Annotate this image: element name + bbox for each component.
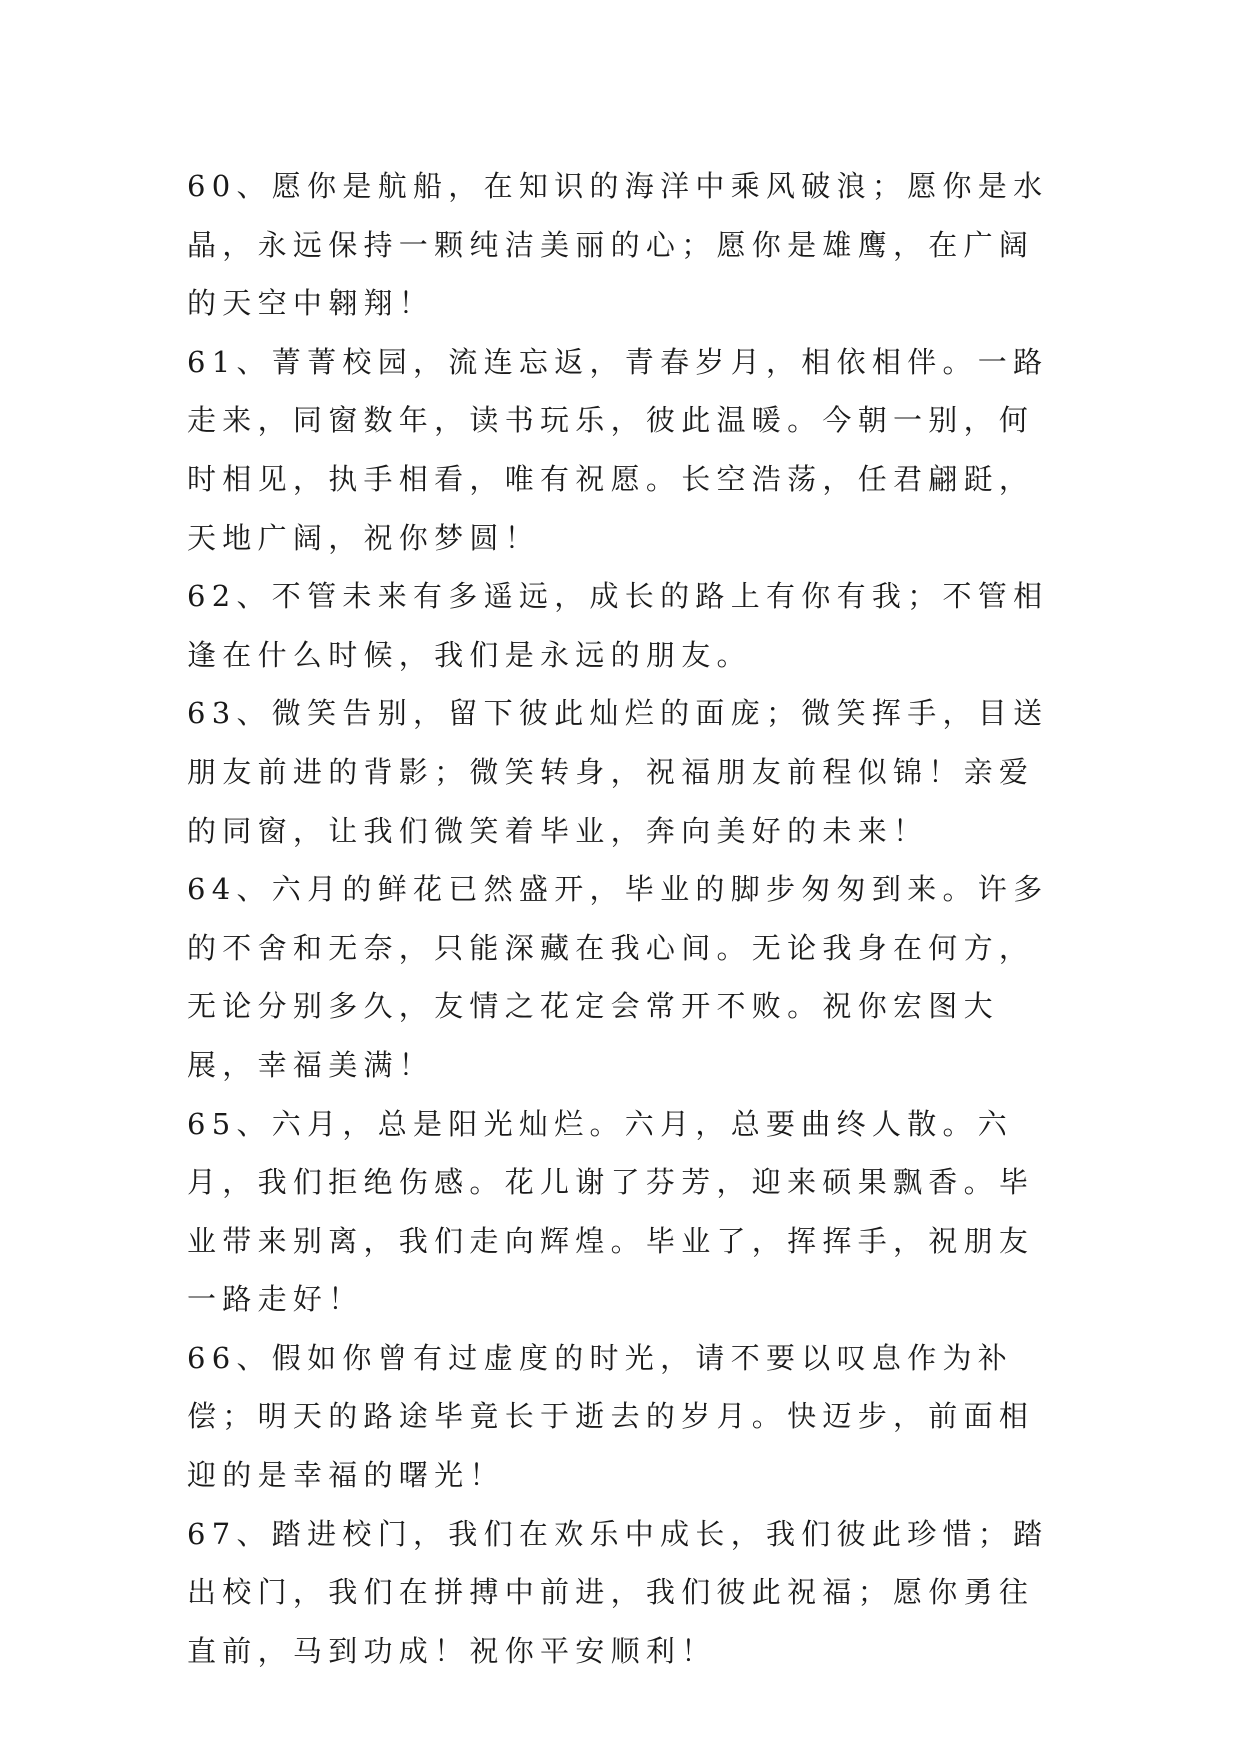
wish-entry-66: 66、假如你曾有过虚度的时光，请不要以叹息作为补偿；明天的路途毕竟长于逝去的岁月。快迈步，前面相迎的是幸福的曙光！: [187, 1340, 1035, 1493]
wish-entry-61: 61、菁菁校园，流连忘返，青春岁月，相依相伴。一路走来，同窗数年，读书玩乐，彼此温暖。今朝一别，何时相见，执手相看，唯有祝愿。长空浩荡，任君翩跹，天地广阔，祝你梦圆！: [187, 344, 1049, 555]
wish-entry-62: 62、不管未来有多遥远，成长的路上有你有我；不管相逢在什么时候，我们是永远的朋友。: [187, 579, 1049, 672]
wish-entry-63: 63、微笑告别，留下彼此灿烂的面庞；微笑挥手，目送朋友前进的背影；微笑转身，祝福朋友前程似锦！亲爱的同窗，让我们微笑着毕业，奔向美好的未来！: [187, 696, 1049, 848]
document-body: [187, 157, 1067, 1680]
wish-entry-67: 67、踏进校门，我们在欢乐中成长，我们彼此珍惜；踏出校门，我们在拼搏中前进，我们彼此祝福；愿你勇往直前，马到功成！祝你平安顺利！: [187, 1516, 1049, 1668]
wish-entry-65: 65、六月，总是阳光灿烂。六月，总要曲终人散。六月，我们拒绝伤感。花儿谢了芬芳，迎来硕果飘香。毕业带来别离，我们走向辉煌。毕业了，挥挥手，祝朋友一路走好！: [187, 1106, 1035, 1317]
wish-entry-64: 64、六月的鲜花已然盛开，毕业的脚步匆匆到来。许多的不舍和无奈，只能深藏在我心间。无论我身在何方，无论分别多久，友情之花定会常开不败。祝你宏图大展，幸福美满！: [187, 872, 1049, 1082]
wish-entry-60: 60、愿你是航船，在知识的海洋中乘风破浪；愿你是水晶，永远保持一颗纯洁美丽的心；愿你是雄鹰，在广阔的天空中翱翔！: [187, 169, 1049, 321]
